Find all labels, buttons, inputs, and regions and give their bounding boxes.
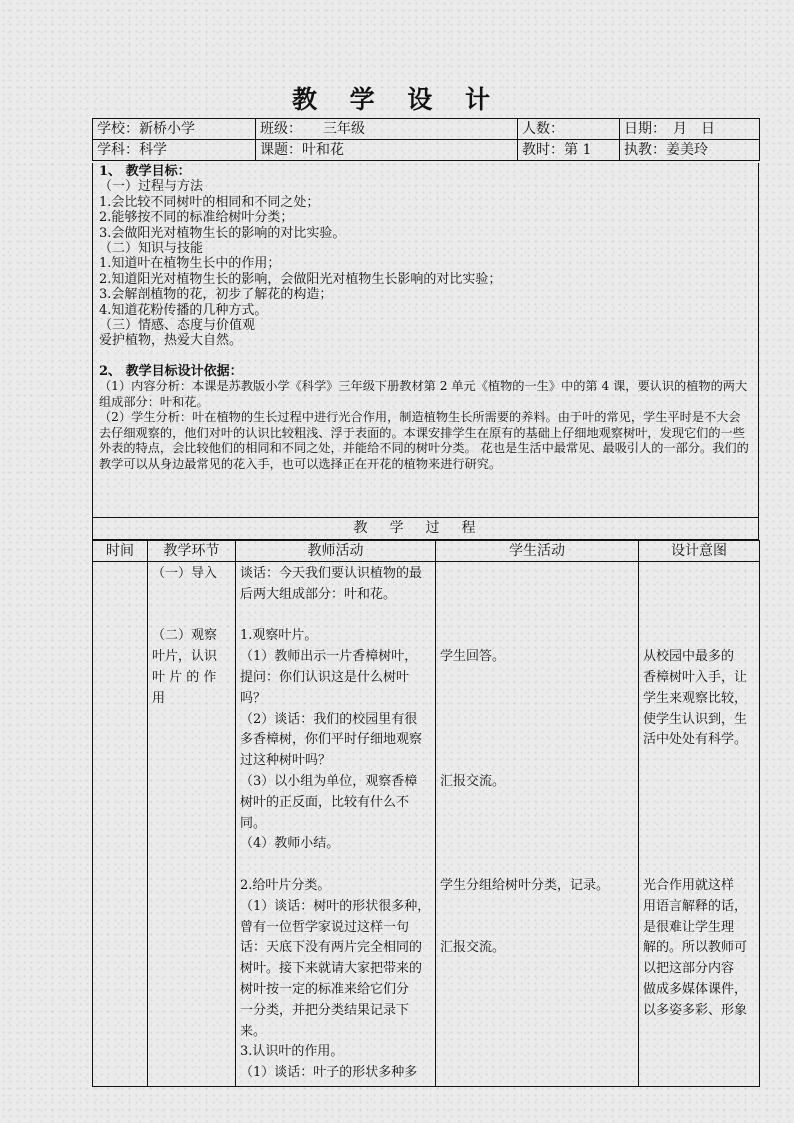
teacher-activity-cell [236, 562, 436, 1087]
cell-line: 汇报交流。 [440, 940, 506, 956]
cell-line [440, 897, 634, 918]
cell-line [440, 689, 634, 710]
cell-line [152, 585, 231, 606]
cell-line: （4）教师小结。 [240, 836, 340, 852]
objectives-section [92, 163, 759, 518]
cell-line: 汇报交流。 [440, 773, 506, 789]
cell-line [440, 918, 634, 939]
cell-line [440, 855, 634, 876]
class-cell: 班级： 三年级 [256, 119, 518, 140]
people-cell: 人数： [518, 119, 620, 140]
cell-line [240, 855, 431, 876]
student-activity-cell [436, 562, 639, 1087]
page-title: 教 学 设 计 [291, 85, 503, 114]
cell-line [240, 606, 431, 627]
cell-line: 以把这部分内容 [643, 961, 735, 977]
cell-line [643, 564, 755, 585]
cell-line [440, 710, 634, 731]
cell-line: 用 [152, 690, 166, 706]
header-intent: 设计意图 [639, 541, 760, 562]
cell-line: 活中处处有科学。 [643, 732, 748, 748]
cell-line: 过这种树叶吗？ [240, 753, 332, 769]
info-table [92, 118, 760, 161]
header-teacher: 教师活动 [236, 541, 436, 562]
cell-line [440, 606, 634, 627]
cell-line: 光合作用就这样 [643, 877, 735, 893]
objectives-sub2: （二）知识与技能 [99, 241, 204, 257]
process-table [92, 540, 760, 1087]
school-cell: 学校：新桥小学 [93, 119, 256, 140]
subject-cell: 学科：科学 [93, 140, 256, 161]
cell-line [440, 730, 634, 751]
cell-line [643, 751, 755, 772]
student-analysis: （2）学生分析：叶在植物的生长过程中进行光合作用，制造植物生长所需要的养料。由于叶的常见，学生平时是不大会去仔细观察的，他们对叶的认识比较粗浅、浮于表面的。本课安排学生在原有的基础上仔细地观察树叶，发现它们的一些外表的特点，会比较他们的相同和不同之处，并能给不同的树叶分类。 花也是生活中最常见、最吸引人的一部分。我们的教学可以从身边最常见的花入手，也可以选择正在开花的植物来进行研究。 [99, 410, 749, 471]
cell-line: 香樟树叶入手，让 [643, 669, 748, 685]
objective-item: 1.知道叶在植物生长中的作用； [99, 256, 281, 272]
cell-line [643, 772, 755, 793]
cell-line [440, 668, 634, 689]
cell-line: 叶 片 的 作 [152, 669, 217, 685]
objectives-sub3: （三）情感、态度与价值观 [99, 318, 256, 334]
cell-line: （1）教师出示一片香樟树叶， [240, 649, 418, 665]
cell-line: 学生分组给树叶分类，记录。 [440, 877, 610, 893]
stage-cell [148, 562, 236, 1087]
objective-item: 1.会比较不同树叶的相同和不同之处； [99, 194, 320, 210]
cell-line: （1）谈话：树叶的形状很多种， [240, 898, 431, 914]
objective-item: 2.知道阳光对植物生长的影响，会做阳光对植物生长影响的对比实验； [99, 271, 502, 287]
date-cell: 日期： 月 日 [620, 119, 760, 140]
design-intent-cell [639, 562, 760, 1087]
cell-line: 1.观察叶片。 [240, 628, 318, 644]
objective-item: 3.会做阳光对植物生长的影响的对比实验。 [99, 225, 346, 241]
cell-line [440, 751, 634, 772]
cell-line: 后两大组成部分：叶和花。 [240, 586, 397, 602]
cell-line [643, 814, 755, 835]
cell-line: （一）导入 [152, 566, 218, 581]
cell-line: 曾有一位哲学家说过这样一句 [240, 919, 410, 935]
teacher-cell: 执教：姜美玲 [620, 140, 760, 161]
cell-line: 一分类，并把分类结果记录下来。 [240, 1002, 410, 1039]
cell-line [440, 626, 634, 647]
cell-line [440, 834, 634, 855]
cell-line: 用语言解释的话， [643, 898, 748, 914]
cell-line: 是很难让学生理 [643, 919, 735, 935]
cell-line: 谈话：今天我们要认识植物的最 [240, 566, 423, 581]
cell-line: 话：天底下没有两片完全相同的 [240, 940, 423, 956]
cell-line: 学生回答。 [440, 649, 506, 665]
cell-line [643, 626, 755, 647]
objective-item: 3.会解剖植物的花，初步了解花的构造； [99, 287, 333, 303]
cell-line [152, 606, 231, 627]
cell-line: 以多姿多彩、形象 [643, 1002, 748, 1018]
objective-item: 爱护植物，热爱大自然。 [99, 333, 243, 349]
cell-line [643, 855, 755, 876]
content-analysis: （1）内容分析：本课是苏教版小学《科学》三年级下册教材第 2 单元《植物的一生》中的第 4 课，要认识的植物的两大组成部分：叶和花。 [99, 379, 748, 409]
cell-line [643, 585, 755, 606]
cell-line: 吗？ [240, 690, 267, 706]
header-stage: 教学环节 [148, 541, 236, 562]
cell-line: （3）以小组为单位，观察香樟 [240, 773, 418, 789]
cell-line: （1）谈话：叶子的形状多种多 [240, 1065, 418, 1081]
process-title: 教学过程 [92, 518, 759, 540]
objective-item: 4.知道花粉传播的几种方式。 [99, 302, 268, 318]
cell-line: （二）观察 [152, 628, 218, 644]
cell-line: 多香樟树，你们平时仔细地观察 [240, 732, 423, 748]
cell-line: 从校园中最多的 [643, 649, 735, 665]
cell-line: 解的。所以教师可 [643, 940, 748, 956]
header-student: 学生活动 [436, 541, 639, 562]
objectives-heading: 1、 教学目标： [99, 164, 191, 179]
header-time: 时间 [93, 541, 148, 562]
objectives-sub1: （一）过程与方法 [99, 179, 204, 195]
cell-line [440, 564, 634, 585]
cell-line: 学生来观察比较， [643, 690, 748, 706]
cell-line: 树叶按一定的标准来给它们分 [240, 981, 410, 997]
cell-line [643, 606, 755, 627]
time-cell [93, 562, 148, 1087]
cell-line [643, 793, 755, 814]
cell-line: 2.给叶片分类。 [240, 877, 331, 893]
cell-line: 做成多媒体课件， [643, 981, 748, 997]
cell-line: 3.认识叶的作用。 [240, 1044, 344, 1060]
cell-line [643, 834, 755, 855]
cell-line: 使学生认识到，生 [643, 711, 748, 727]
cell-line [440, 793, 634, 814]
cell-line: （2）谈话：我们的校园里有很 [240, 711, 418, 727]
cell-line: 树叶的正反面，比较有什么不同。 [240, 794, 410, 831]
basis-heading: 2、 教学目标设计依据： [99, 363, 243, 379]
cell-line [440, 814, 634, 835]
period-cell: 教时：第 1 [518, 140, 620, 161]
cell-line [440, 585, 634, 606]
topic-cell: 课题：叶和花 [256, 140, 518, 161]
objective-item: 2.能够按不同的标准给树叶分类； [99, 210, 294, 226]
cell-line: 提问：你们认识这是什么树叶 [240, 669, 410, 685]
cell-line: 叶片，认识 [152, 649, 218, 665]
cell-line: 树叶。接下来就请大家把带来的 [240, 961, 423, 977]
